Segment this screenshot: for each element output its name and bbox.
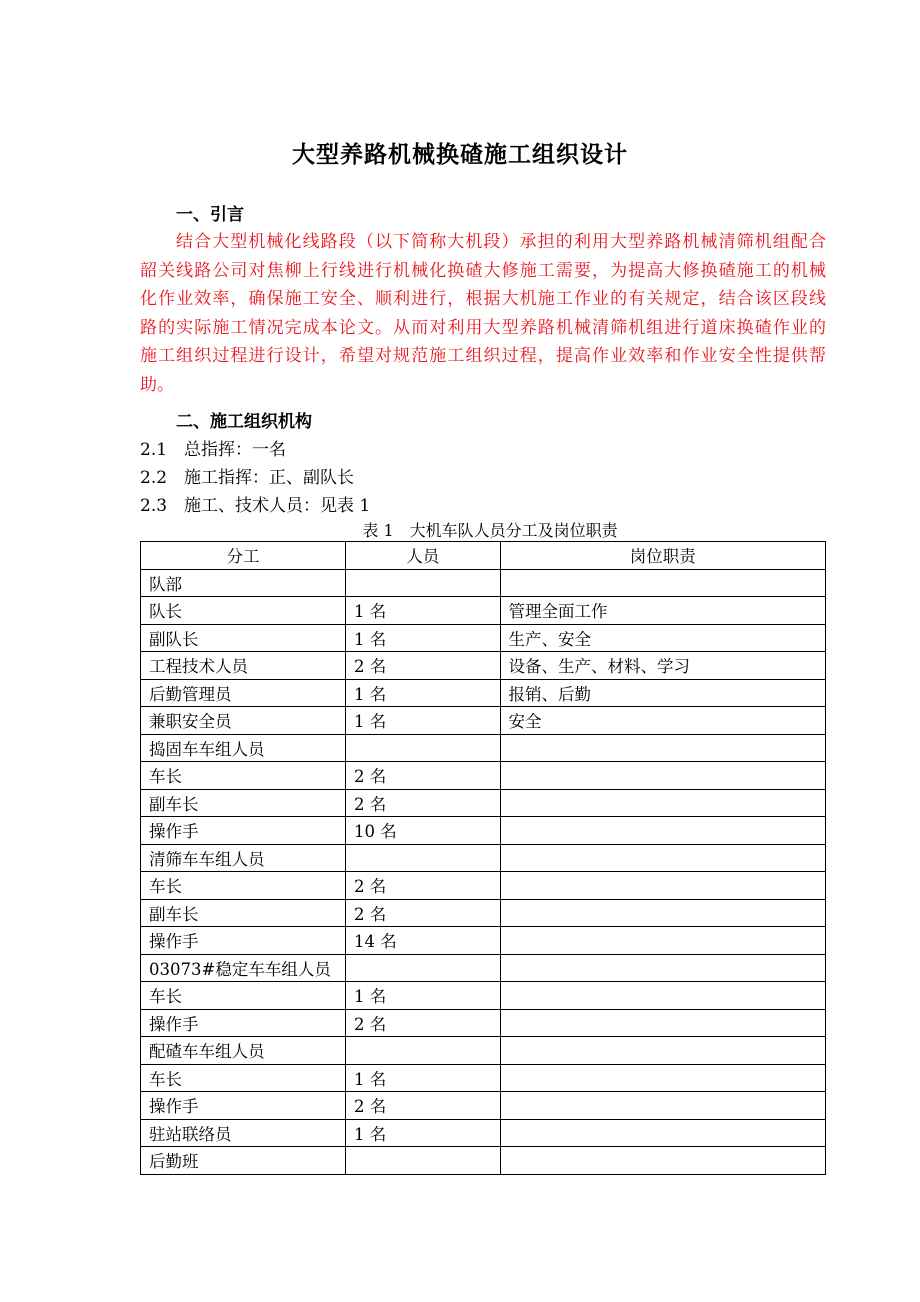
- cell-duties: [500, 1037, 825, 1065]
- cell-personnel: 1 名: [345, 982, 500, 1010]
- table-row: [141, 1147, 826, 1175]
- staff-table: [140, 541, 826, 1175]
- paragraph-line: 韶关线路公司对焦柳上行线进行机械化换碴大修施工需要，为提高大修换碴施工的机械: [140, 260, 826, 281]
- cell-division: 操作手: [141, 1092, 346, 1120]
- section-heading-organization: 二、施工组织机构: [176, 412, 312, 432]
- paragraph-line: 施工组织过程进行设计，希望对规范施工组织过程，提高作业效率和作业安全性提供帮: [140, 346, 826, 366]
- cell-personnel: 2 名: [345, 872, 500, 900]
- paragraph-line: 结合大型机械化线路段（以下简称大机段）承担的利用大型养路机械清筛机组配合: [176, 232, 826, 252]
- table-row: [141, 762, 826, 790]
- list-item: [140, 463, 354, 488]
- table-row: [141, 844, 826, 872]
- table-row: [141, 707, 826, 735]
- cell-division: 操作手: [141, 1009, 346, 1037]
- table-row: [141, 734, 826, 762]
- table-row: [141, 1037, 826, 1065]
- table-row: [141, 679, 826, 707]
- cell-duties: [500, 1092, 825, 1120]
- table-header-row: [141, 542, 826, 570]
- cell-division: 后勤班: [141, 1147, 346, 1175]
- list-item: [140, 491, 370, 516]
- table-row: [141, 817, 826, 845]
- column-header-division: 分工: [141, 542, 346, 570]
- paragraph-line: 助。: [140, 374, 174, 395]
- table-row: [141, 597, 826, 625]
- cell-division: 副车长: [141, 789, 346, 817]
- cell-division: 操作手: [141, 927, 346, 955]
- cell-division: 队部: [141, 569, 346, 597]
- cell-personnel: 1 名: [345, 1119, 500, 1147]
- table-row: [141, 1064, 826, 1092]
- list-item: [140, 435, 286, 460]
- section-heading-introduction: 一、引言: [176, 205, 244, 225]
- cell-personnel: [345, 954, 500, 982]
- cell-personnel: [345, 1147, 500, 1175]
- cell-duties: [500, 817, 825, 845]
- cell-personnel: 1 名: [345, 679, 500, 707]
- cell-division: 副队长: [141, 624, 346, 652]
- cell-personnel: [345, 844, 500, 872]
- cell-division: 清筛车车组人员: [141, 844, 346, 872]
- cell-division: 队长: [141, 597, 346, 625]
- cell-duties: 报销、后勤: [500, 679, 825, 707]
- table-row: [141, 569, 826, 597]
- cell-personnel: [345, 569, 500, 597]
- cell-personnel: 1 名: [345, 707, 500, 735]
- cell-personnel: 14 名: [345, 927, 500, 955]
- cell-duties: [500, 872, 825, 900]
- table-caption: 表 1 大机车队人员分工及岗位职责: [362, 521, 618, 540]
- cell-division: 副车长: [141, 899, 346, 927]
- cell-duties: [500, 1119, 825, 1147]
- table-row: [141, 954, 826, 982]
- list-item-text: 施工、技术人员：见表 1: [184, 496, 371, 516]
- cell-personnel: [345, 734, 500, 762]
- cell-duties: 安全: [500, 707, 825, 735]
- cell-duties: [500, 954, 825, 982]
- table-row: [141, 1092, 826, 1120]
- cell-personnel: 1 名: [345, 1064, 500, 1092]
- cell-personnel: 2 名: [345, 899, 500, 927]
- list-item-number: 2.2: [140, 468, 168, 488]
- cell-division: 车长: [141, 1064, 346, 1092]
- column-header-personnel: 人员: [345, 542, 500, 570]
- paragraph-line: 路的实际施工情况完成本论文。从而对利用大型养路机械清筛机组进行道床换碴作业的: [140, 317, 826, 338]
- cell-division: 驻站联络员: [141, 1119, 346, 1147]
- table-row: [141, 652, 826, 680]
- cell-division: 后勤管理员: [141, 679, 346, 707]
- table-row: [141, 982, 826, 1010]
- cell-duties: 管理全面工作: [500, 597, 825, 625]
- list-item-number: 2.1: [140, 440, 168, 460]
- cell-duties: [500, 762, 825, 790]
- table-row: [141, 1009, 826, 1037]
- cell-division: 配碴车车组人员: [141, 1037, 346, 1065]
- table-row: [141, 789, 826, 817]
- cell-personnel: 2 名: [345, 1009, 500, 1037]
- list-item-number: 2.3: [140, 496, 168, 516]
- cell-duties: [500, 1009, 825, 1037]
- document-title: 大型养路机械换碴施工组织设计: [292, 141, 628, 168]
- cell-division: 工程技术人员: [141, 652, 346, 680]
- table-row: [141, 1119, 826, 1147]
- cell-personnel: 1 名: [345, 597, 500, 625]
- cell-division: 捣固车车组人员: [141, 734, 346, 762]
- table-row: [141, 927, 826, 955]
- cell-duties: [500, 927, 825, 955]
- cell-division: 车长: [141, 872, 346, 900]
- cell-duties: [500, 734, 825, 762]
- cell-duties: [500, 899, 825, 927]
- cell-division: 兼职安全员: [141, 707, 346, 735]
- cell-duties: [500, 982, 825, 1010]
- cell-duties: [500, 1064, 825, 1092]
- paragraph-line: 化作业效率，确保施工安全、顺利进行，根据大机施工作业的有关规定，结合该区段线: [140, 289, 826, 309]
- cell-duties: [500, 1147, 825, 1175]
- cell-personnel: 1 名: [345, 624, 500, 652]
- table-row: [141, 872, 826, 900]
- cell-division: 03073#稳定车车组人员: [141, 954, 346, 982]
- table-body: [141, 569, 826, 1174]
- cell-personnel: 2 名: [345, 652, 500, 680]
- cell-division: 车长: [141, 762, 346, 790]
- cell-duties: 生产、安全: [500, 624, 825, 652]
- introduction-paragraph: [140, 228, 826, 399]
- cell-duties: [500, 569, 825, 597]
- table-row: [141, 624, 826, 652]
- cell-division: 操作手: [141, 817, 346, 845]
- cell-personnel: 2 名: [345, 789, 500, 817]
- cell-personnel: [345, 1037, 500, 1065]
- column-header-duties: 岗位职责: [500, 542, 825, 570]
- list-item-text: 总指挥：一名: [184, 440, 286, 460]
- cell-personnel: 2 名: [345, 762, 500, 790]
- list-item-text: 施工指挥：正、副队长: [184, 468, 354, 488]
- cell-duties: [500, 789, 825, 817]
- cell-duties: [500, 844, 825, 872]
- table-row: [141, 899, 826, 927]
- cell-division: 车长: [141, 982, 346, 1010]
- cell-duties: 设备、生产、材料、学习: [500, 652, 825, 680]
- cell-personnel: 2 名: [345, 1092, 500, 1120]
- cell-personnel: 10 名: [345, 817, 500, 845]
